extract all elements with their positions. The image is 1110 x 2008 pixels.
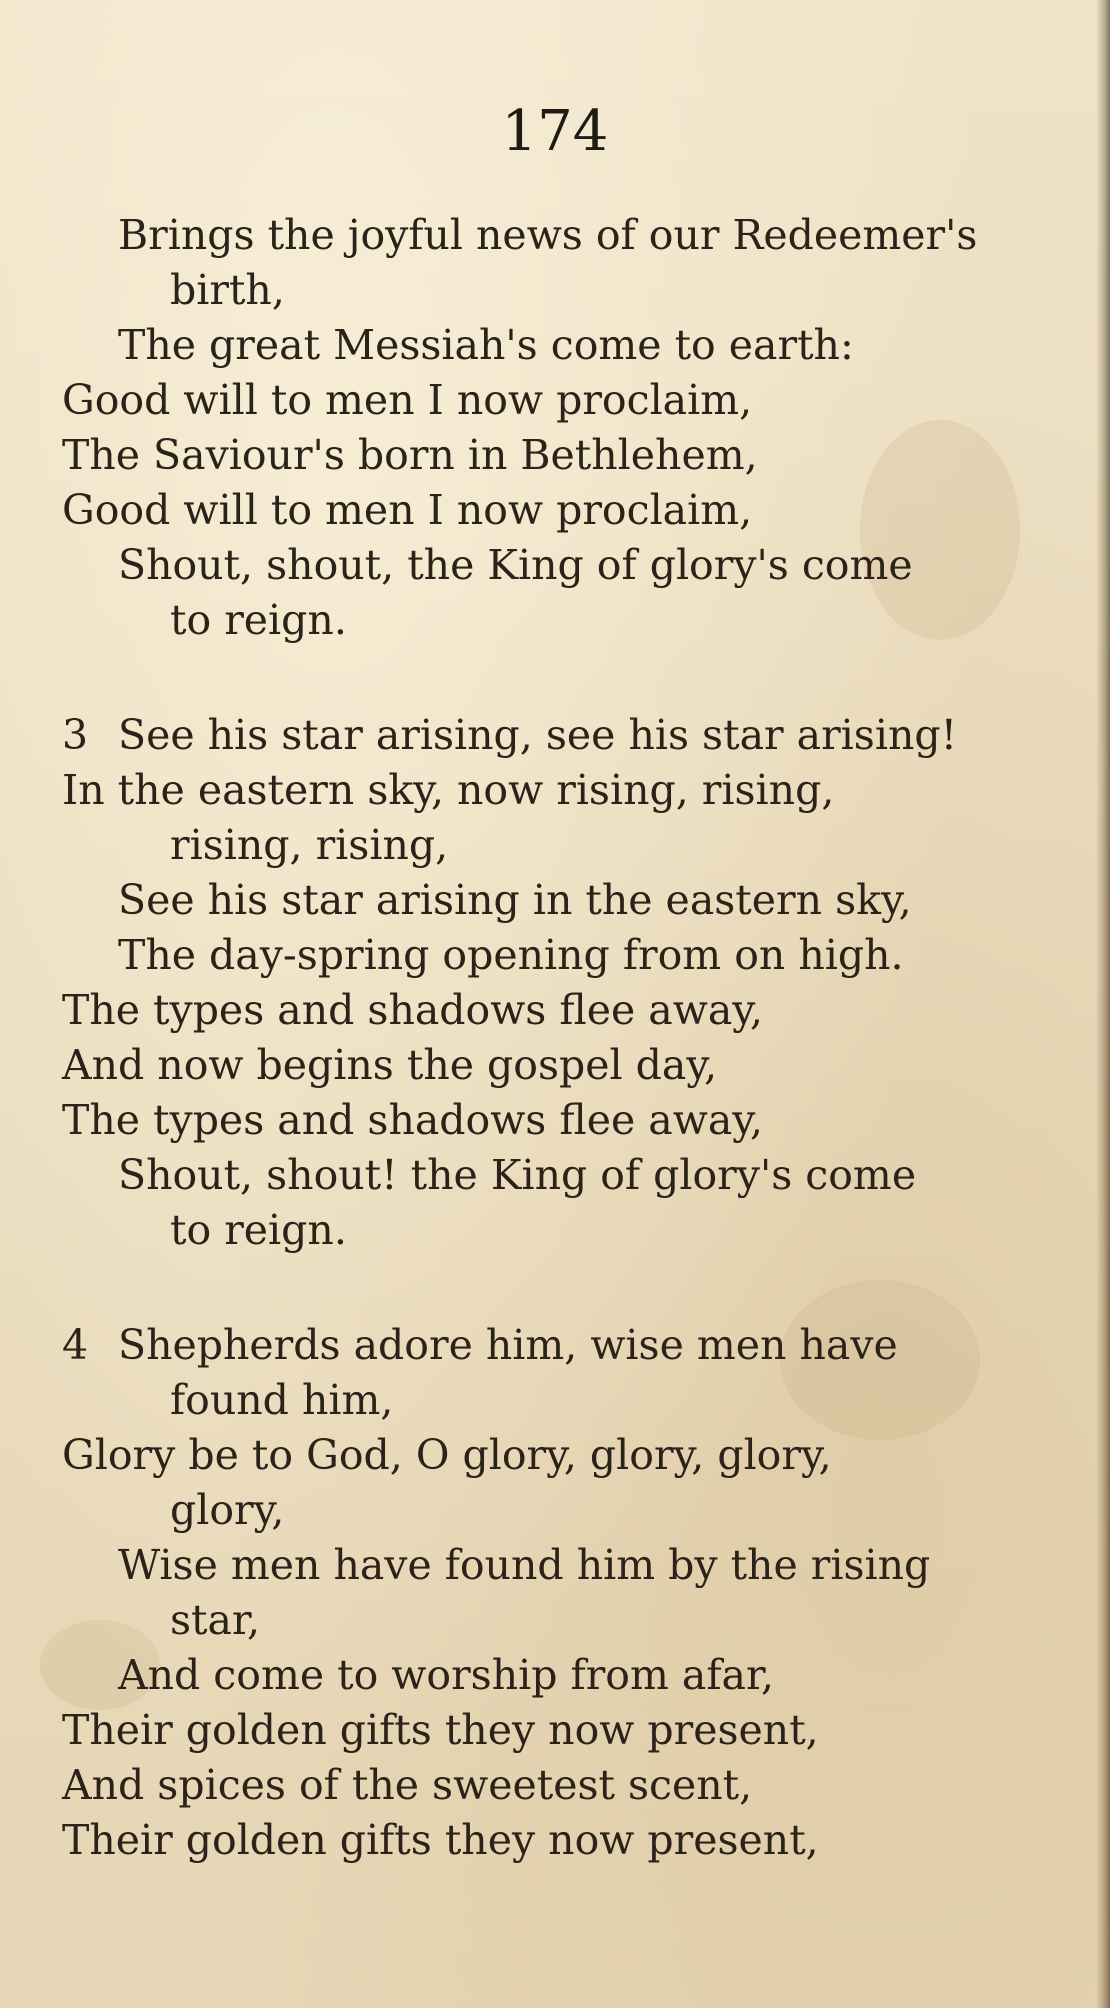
hymn-line: Good will to men I now proclaim,: [62, 486, 753, 534]
verse-line-text: See his star arising, see his star arising!: [118, 711, 958, 759]
verse-gap: [0, 648, 1090, 708]
hymn-line: Shout, shout! the King of glory's come: [118, 1151, 917, 1199]
page-edge-shadow: [1096, 0, 1110, 2008]
verse-gap: [0, 1258, 1090, 1318]
verse-number: 4: [62, 1321, 89, 1369]
hymn-line: Their golden gifts they now present,: [62, 1706, 819, 1754]
hymn-line: And come to worship from afar,: [118, 1651, 775, 1699]
hymn-line: See his star arising in the eastern sky,: [118, 876, 912, 924]
hymn-line: glory,: [170, 1486, 285, 1534]
page-number: 174: [501, 99, 609, 164]
hymn-text: [0, 208, 1090, 1868]
hymn-line: The types and shadows flee away,: [62, 986, 764, 1034]
hymn-line: Glory be to God, O glory, glory, glory,: [62, 1431, 832, 1479]
hymn-line: [0, 708, 1090, 763]
hymn-line: found him,: [170, 1376, 394, 1424]
hymn-line: Wise men have found him by the rising: [118, 1541, 931, 1589]
hymn-line: And now begins the gospel day,: [62, 1041, 718, 1089]
hymn-line: to reign.: [170, 1206, 347, 1254]
verse-line-text: Shepherds adore him, wise men have: [118, 1321, 898, 1369]
hymn-line: In the eastern sky, now rising, rising,: [62, 766, 835, 814]
hymn-line: birth,: [170, 266, 285, 314]
hymn-line: The great Messiah's come to earth:: [118, 321, 854, 369]
hymn-line: Their golden gifts they now present,: [62, 1816, 819, 1864]
hymn-line: Shout, shout, the King of glory's come: [118, 541, 913, 589]
hymn-line: The types and shadows flee away,: [62, 1096, 764, 1144]
hymn-line: Brings the joyful news of our Redeemer's: [118, 211, 978, 259]
hymn-line: [0, 1318, 1090, 1373]
hymn-line: to reign.: [170, 596, 347, 644]
hymn-line: The day-spring opening from on high.: [118, 931, 904, 979]
hymn-line: rising, rising,: [170, 821, 449, 869]
hymn-line: star,: [170, 1596, 261, 1644]
hymn-line: Good will to men I now proclaim,: [62, 376, 753, 424]
hymn-line: The Saviour's born in Bethlehem,: [62, 431, 758, 479]
hymn-line: And spices of the sweetest scent,: [62, 1761, 753, 1809]
verse-number: 3: [62, 711, 89, 759]
